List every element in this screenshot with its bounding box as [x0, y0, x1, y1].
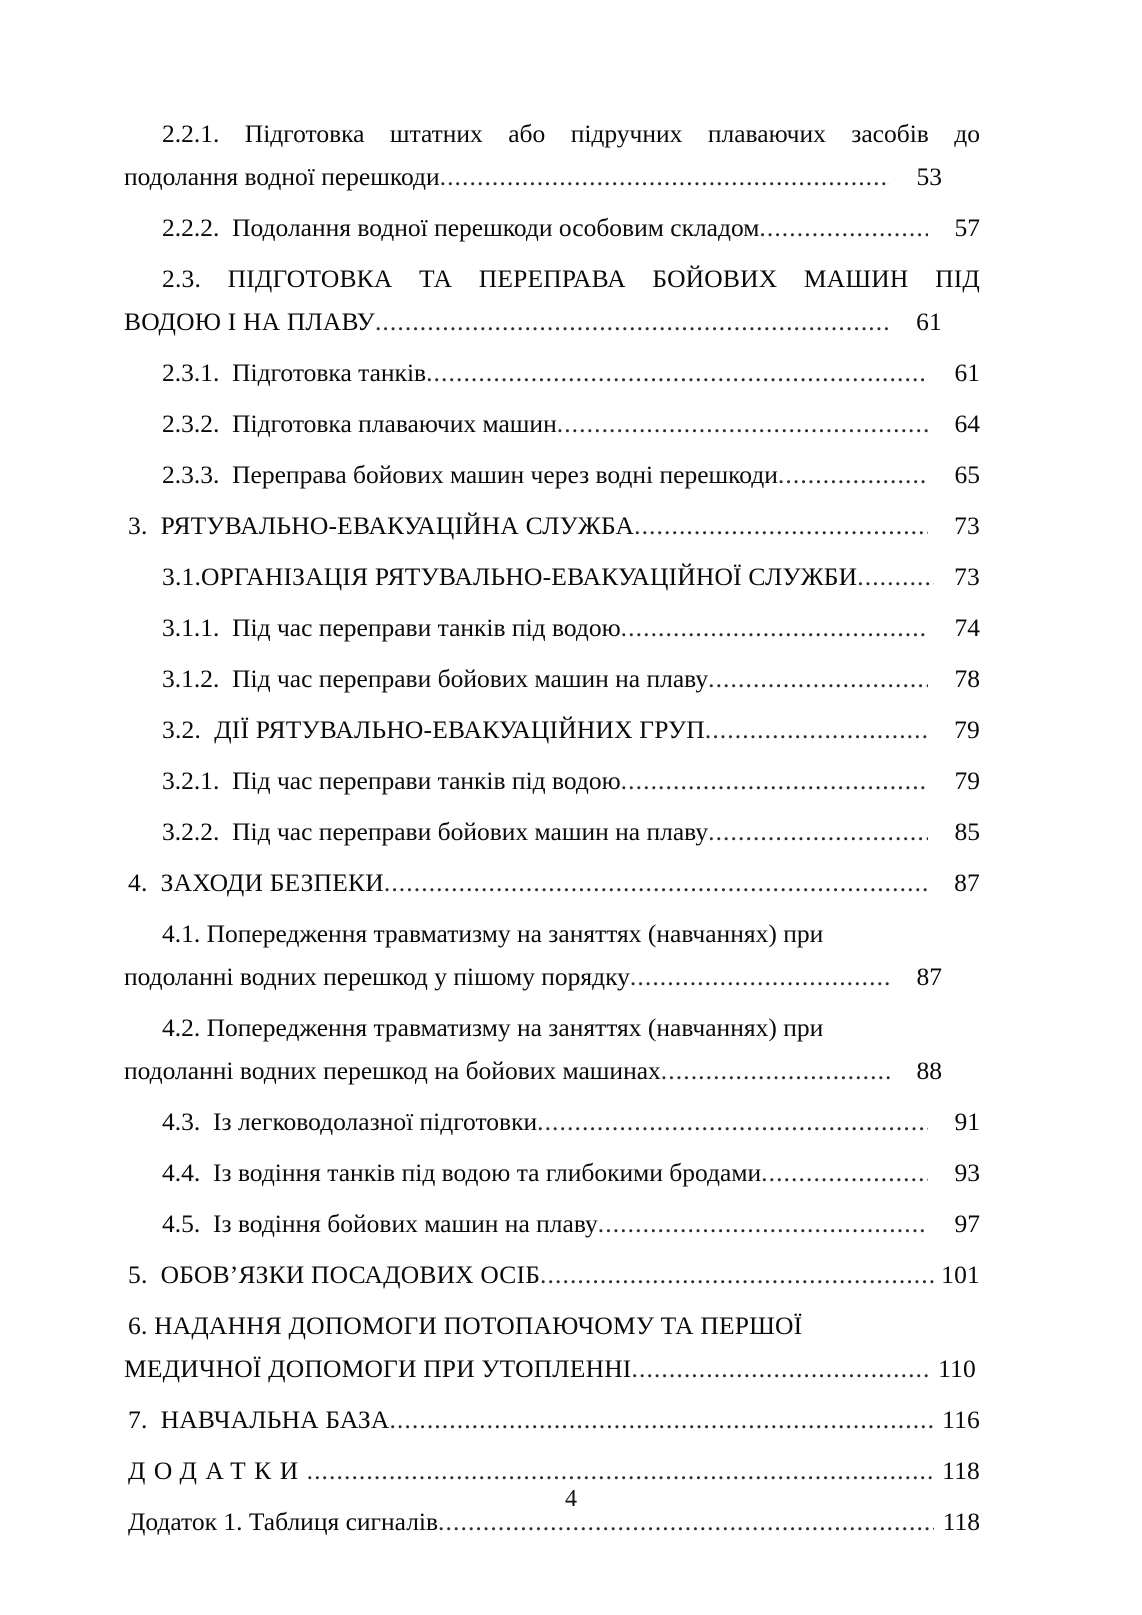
- toc-entry-tail: [128, 861, 980, 904]
- toc-entry[interactable]: [124, 912, 980, 998]
- dot-leader: [440, 155, 890, 198]
- dot-leader: [389, 1398, 934, 1441]
- toc-entry[interactable]: [124, 1202, 980, 1245]
- dot-leader: [621, 759, 928, 802]
- toc-entry-title: Додаток 1. Таблиця сигналів: [128, 1507, 439, 1536]
- dot-leader: [661, 1049, 890, 1092]
- toc-page-number: 78: [954, 664, 980, 693]
- toc-entry[interactable]: [124, 810, 980, 853]
- dot-leader: [540, 1253, 934, 1296]
- dot-leader: [632, 1347, 931, 1390]
- toc-entry-title: 4.3. Із легководолазної підготовки: [162, 1107, 538, 1136]
- toc-entry-title: 3.2. ДІЇ РЯТУВАЛЬНО-ЕВАКУАЦІЙНИХ ГРУП: [162, 715, 705, 744]
- toc-page-number: 93: [954, 1158, 980, 1187]
- toc-entry-tail: [162, 759, 980, 802]
- toc-page-number: 87: [954, 868, 980, 897]
- dot-leader: [630, 955, 890, 998]
- toc-entry[interactable]: [124, 402, 980, 445]
- toc-entry-tail: [124, 1049, 942, 1092]
- toc-entry-tail: [128, 1449, 980, 1492]
- toc-page-number: 64: [954, 409, 980, 438]
- toc-entry[interactable]: [124, 555, 980, 598]
- dot-leader: [759, 206, 928, 249]
- dot-leader: [426, 351, 928, 394]
- dot-leader: [708, 810, 928, 853]
- toc-entry-tail: [162, 206, 980, 249]
- toc-entry-tail: [162, 810, 980, 853]
- toc-entry[interactable]: [124, 257, 980, 343]
- toc-page-number: 57: [954, 213, 980, 242]
- dot-leader: [537, 1100, 928, 1143]
- toc-page-number: 110: [938, 1354, 976, 1383]
- toc-entry-title: 3.1.2. Під час переправи бойових машин на плаву: [162, 664, 709, 693]
- toc-page-number: 87: [916, 962, 942, 991]
- toc-page-number: 74: [954, 613, 980, 642]
- toc-entry-tail: [162, 402, 980, 445]
- toc-entry[interactable]: [124, 1253, 980, 1296]
- toc-entry[interactable]: [124, 112, 980, 198]
- toc-entry[interactable]: [124, 708, 980, 751]
- toc-entry[interactable]: [124, 1151, 980, 1194]
- toc-entry-title: 5. ОБОВ’ЯЗКИ ПОСАДОВИХ ОСІБ: [128, 1260, 541, 1289]
- toc-page-number: 53: [916, 162, 942, 191]
- toc-entry-title: 4.5. Із водіння бойових машин на плаву: [162, 1209, 598, 1238]
- toc-page-number: 91: [954, 1107, 980, 1136]
- dot-leader: [778, 453, 928, 496]
- toc-entry-tail: [124, 955, 942, 998]
- toc-entry-title: 3.2.2. Під час переправи бойових машин на плаву: [162, 817, 709, 846]
- toc-entry-tail: [128, 1398, 980, 1441]
- toc-entry-title: ВОДОЮ І НА ПЛАВУ: [124, 307, 375, 336]
- toc-entry-tail: [162, 351, 980, 394]
- toc-entry-title: 2.3.3. Переправа бойових машин через водні перешкоди: [162, 460, 778, 489]
- toc-entry-tail: [128, 504, 980, 547]
- toc-entry[interactable]: [124, 759, 980, 802]
- toc-entry[interactable]: [124, 657, 980, 700]
- toc-page-number: 116: [942, 1405, 980, 1434]
- toc-page-number: 61: [916, 307, 942, 336]
- toc-entry[interactable]: [124, 1006, 980, 1092]
- dot-leader: [598, 1202, 928, 1245]
- table-of-contents: [124, 112, 980, 1543]
- dot-leader: [557, 402, 928, 445]
- toc-entry-tail: [128, 1253, 980, 1296]
- dot-leader: [857, 555, 934, 598]
- toc-entry-line: 2.2.1. Підготовка штатних або підручних плаваючих засобів до: [162, 119, 980, 148]
- dot-leader: [384, 861, 928, 904]
- toc-entry-tail: [124, 300, 942, 343]
- toc-entry-line: 6. НАДАННЯ ДОПОМОГИ ПОТОПАЮЧОМУ ТА ПЕРШОЇ: [128, 1311, 803, 1340]
- toc-entry-title: 7. НАВЧАЛЬНА БАЗА: [128, 1405, 390, 1434]
- toc-entry-line: 4.1. Попередження травматизму на заняттях (навчаннях) при: [162, 919, 824, 948]
- toc-entry-line: 2.3. ПІДГОТОВКА ТА ПЕРЕПРАВА БОЙОВИХ МАШИН ПІД: [162, 264, 980, 293]
- toc-entry-title: подоланні водних перешкод на бойових машинах: [124, 1056, 661, 1085]
- dot-leader: [634, 504, 928, 547]
- toc-entry[interactable]: [124, 606, 980, 649]
- toc-entry-title: 4.4. Із водіння танків під водою та глибокими бродами: [162, 1158, 762, 1187]
- toc-entry-title: подолання водної перешкоди: [124, 162, 440, 191]
- toc-entry-tail: [124, 155, 942, 198]
- toc-entry[interactable]: [124, 206, 980, 249]
- toc-page-number: 79: [954, 715, 980, 744]
- toc-entry[interactable]: [124, 1398, 980, 1441]
- toc-entry[interactable]: [124, 861, 980, 904]
- toc-entry-title: 3.1.1. Під час переправи танків під водою: [162, 613, 621, 642]
- toc-page-number: 73: [954, 511, 980, 540]
- toc-entry-tail: [124, 1347, 976, 1390]
- toc-page-number: 101: [941, 1260, 980, 1289]
- toc-page-number: 88: [916, 1056, 942, 1085]
- page-folio-number: 4: [565, 1486, 577, 1512]
- dot-leader: [708, 657, 928, 700]
- toc-entry-title: подоланні водних перешкод у пішому порядку: [124, 962, 630, 991]
- toc-entry[interactable]: [124, 504, 980, 547]
- toc-entry-title: МЕДИЧНОЇ ДОПОМОГИ ПРИ УТОПЛЕННІ: [124, 1354, 632, 1383]
- toc-entry-tail: [162, 657, 980, 700]
- toc-entry[interactable]: [124, 351, 980, 394]
- toc-entry-tail: [162, 555, 980, 598]
- toc-entry-tail: [162, 453, 980, 496]
- toc-entry-title: 3.1.ОРГАНІЗАЦІЯ РЯТУВАЛЬНО-ЕВАКУАЦІЙНОЇ СЛУЖБИ: [162, 562, 858, 591]
- toc-entry-title: 4. ЗАХОДИ БЕЗПЕКИ: [128, 868, 384, 897]
- toc-entry-tail: [162, 1100, 980, 1143]
- toc-entry-tail: [162, 606, 980, 649]
- toc-entry-tail: [162, 1202, 980, 1245]
- toc-page-number: 61: [954, 358, 980, 387]
- toc-page-number: 118: [942, 1507, 980, 1536]
- toc-page-number: 118: [942, 1456, 980, 1485]
- toc-page-number: 65: [954, 460, 980, 489]
- dot-leader: [705, 708, 928, 751]
- toc-entry[interactable]: [124, 453, 980, 496]
- dot-leader: [307, 1449, 934, 1492]
- dot-leader: [375, 300, 890, 343]
- toc-page-number: 85: [954, 817, 980, 846]
- toc-entry-title: 2.3.2. Підготовка плаваючих машин: [162, 409, 557, 438]
- toc-entry-line: 4.2. Попередження травматизму на заняттях (навчаннях) при: [162, 1013, 824, 1042]
- toc-page-number: 97: [954, 1209, 980, 1238]
- dot-leader: [761, 1151, 928, 1194]
- toc-page-number: 73: [954, 562, 980, 591]
- toc-entry-title: 2.3.1. Підготовка танків: [162, 358, 427, 387]
- toc-entry-tail: [162, 1151, 980, 1194]
- dot-leader: [621, 606, 928, 649]
- toc-entry-title: 2.2.2. Подолання водної перешкоди особовим складом: [162, 213, 760, 242]
- toc-entry[interactable]: [124, 1304, 980, 1390]
- toc-page-number: 79: [954, 766, 980, 795]
- toc-entry-title: 3.2.1. Під час переправи танків під водою: [162, 766, 621, 795]
- toc-entry-title: 3. РЯТУВАЛЬНО-ЕВАКУАЦІЙНА СЛУЖБА: [128, 511, 635, 540]
- toc-entry-tail: [162, 708, 980, 751]
- toc-entry[interactable]: [124, 1100, 980, 1143]
- toc-entry[interactable]: [124, 1449, 980, 1492]
- toc-entry-title: ДОДАТКИ: [128, 1456, 307, 1485]
